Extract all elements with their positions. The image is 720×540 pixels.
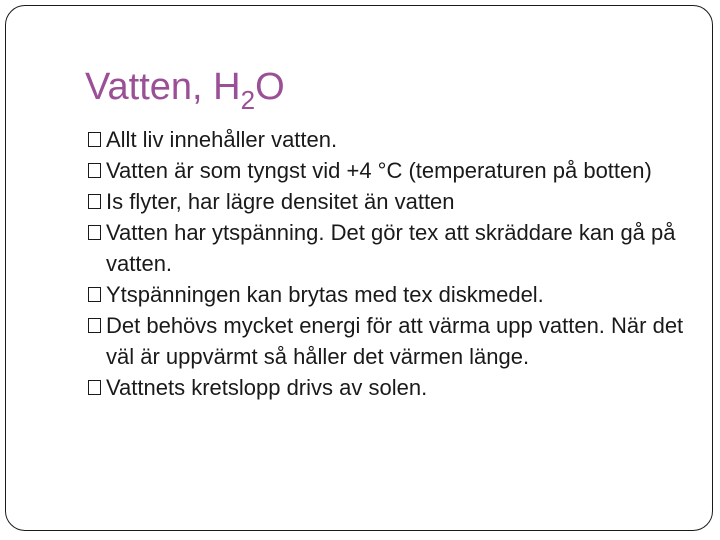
- bullet-box-icon: [88, 194, 101, 209]
- bullet-text: Is flyter, har lägre densitet än vatten: [106, 189, 455, 214]
- bullet-item: [88, 310, 688, 372]
- bullet-text: Vattnets kretslopp drivs av solen.: [106, 375, 428, 400]
- bullet-item: [88, 217, 688, 279]
- bullet-item: [88, 124, 688, 155]
- bullet-box-icon: [88, 163, 101, 178]
- slide-frame: [5, 5, 713, 531]
- bullet-item: [88, 155, 688, 186]
- title-suffix: O: [255, 66, 285, 108]
- bullet-text: Vatten är som tyngst vid +4 °C (temperaturen på botten): [106, 158, 652, 183]
- bullet-text: Allt liv innehåller vatten.: [106, 127, 338, 152]
- bullet-box-icon: [88, 132, 101, 147]
- bullet-box-icon: [88, 380, 101, 395]
- title-subscript: 2: [240, 85, 256, 115]
- bullet-item: [88, 279, 688, 310]
- title-text: Vatten, H: [85, 66, 241, 108]
- bullet-item: [88, 186, 688, 217]
- slide-title: [85, 64, 285, 115]
- bullet-box-icon: [88, 287, 101, 302]
- bullet-box-icon: [88, 225, 101, 240]
- bullet-text: Vatten har ytspänning. Det gör tex att skräddare kan gå på vatten.: [106, 220, 676, 276]
- bullet-box-icon: [88, 318, 101, 333]
- bullet-text: Det behövs mycket energi för att värma upp vatten. När det väl är uppvärmt så håller det värmen länge.: [106, 313, 684, 369]
- bullet-list: [88, 124, 688, 403]
- bullet-text: Ytspänningen kan brytas med tex diskmedel.: [106, 282, 544, 307]
- bullet-item: [88, 372, 688, 403]
